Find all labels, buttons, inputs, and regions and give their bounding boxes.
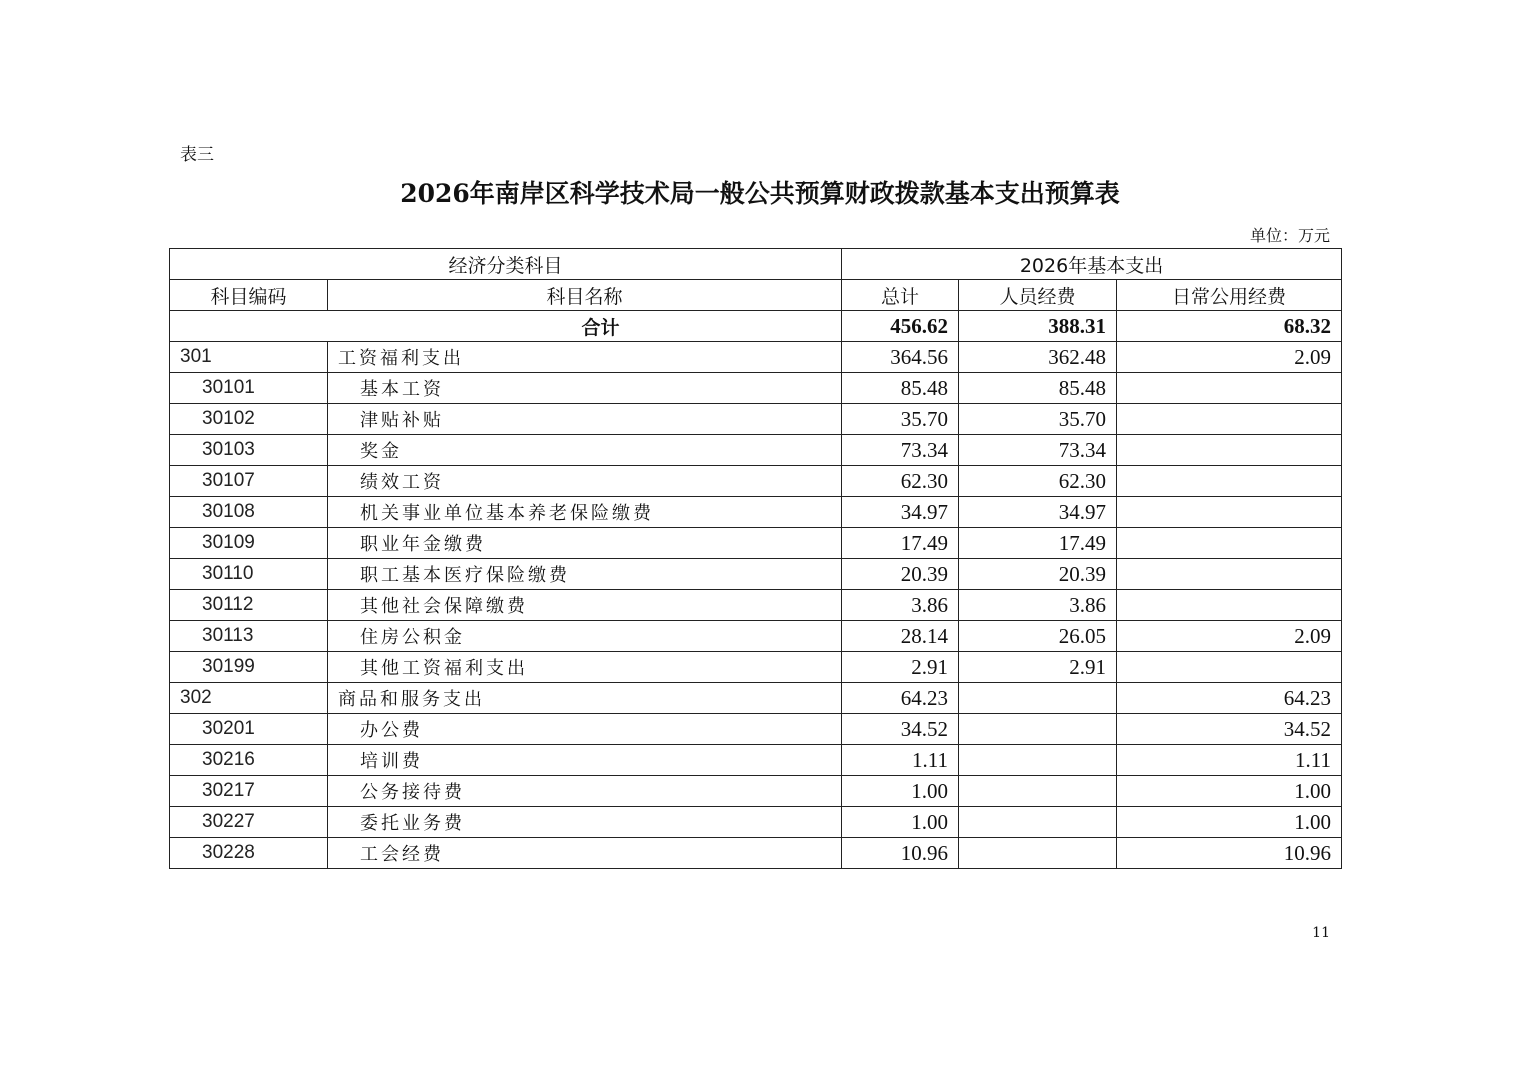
row-personnel (959, 683, 1117, 714)
row-public (1117, 497, 1342, 528)
header-public: 日常公用经费 (1117, 280, 1342, 311)
row-code: 30110 (170, 559, 328, 590)
total-value: 456.62 (842, 311, 959, 342)
row-total: 35.70 (842, 404, 959, 435)
row-personnel: 85.48 (959, 373, 1117, 404)
row-public (1117, 652, 1342, 683)
row-public: 1.11 (1117, 745, 1342, 776)
row-total: 85.48 (842, 373, 959, 404)
row-code: 30102 (170, 404, 328, 435)
document-title: 2026年南岸区科学技术局一般公共预算财政拨款基本支出预算表 (400, 179, 1120, 208)
row-code: 30216 (170, 745, 328, 776)
table-label: 表三 (180, 145, 214, 165)
row-code: 30199 (170, 652, 328, 683)
row-public: 1.00 (1117, 776, 1342, 807)
row-name: 培训费 (328, 745, 842, 776)
row-public (1117, 466, 1342, 497)
row-personnel (959, 714, 1117, 745)
row-name: 机关事业单位基本养老保险缴费 (328, 497, 842, 528)
row-name: 职工基本医疗保险缴费 (328, 559, 842, 590)
row-name: 职业年金缴费 (328, 528, 842, 559)
row-code: 30228 (170, 838, 328, 869)
table-row (170, 621, 1342, 652)
row-name: 住房公积金 (328, 621, 842, 652)
row-total: 28.14 (842, 621, 959, 652)
header-economic-category: 经济分类科目 (170, 249, 842, 280)
row-public: 2.09 (1117, 621, 1342, 652)
row-public (1117, 404, 1342, 435)
row-personnel: 62.30 (959, 466, 1117, 497)
row-total: 17.49 (842, 528, 959, 559)
header-name: 科目名称 (328, 280, 842, 311)
header-total: 总计 (842, 280, 959, 311)
row-public: 10.96 (1117, 838, 1342, 869)
row-name: 奖金 (328, 435, 842, 466)
row-personnel: 34.97 (959, 497, 1117, 528)
row-name: 其他社会保障缴费 (328, 590, 842, 621)
table-row (170, 497, 1342, 528)
row-personnel (959, 838, 1117, 869)
table-row (170, 559, 1342, 590)
row-name: 办公费 (328, 714, 842, 745)
table-row (170, 776, 1342, 807)
total-label: 合计 (170, 311, 842, 342)
row-total: 62.30 (842, 466, 959, 497)
row-name: 津贴补贴 (328, 404, 842, 435)
row-name: 委托业务费 (328, 807, 842, 838)
row-code: 30103 (170, 435, 328, 466)
row-public: 64.23 (1117, 683, 1342, 714)
row-total: 1.11 (842, 745, 959, 776)
row-public: 34.52 (1117, 714, 1342, 745)
row-personnel (959, 776, 1117, 807)
row-total: 3.86 (842, 590, 959, 621)
header-column-row (170, 280, 1342, 311)
row-personnel: 362.48 (959, 342, 1117, 373)
total-public-value: 68.32 (1117, 311, 1342, 342)
row-public (1117, 590, 1342, 621)
row-name: 其他工资福利支出 (328, 652, 842, 683)
row-personnel: 2.91 (959, 652, 1117, 683)
table-row (170, 404, 1342, 435)
table-row (170, 466, 1342, 497)
row-personnel: 73.34 (959, 435, 1117, 466)
row-name: 工会经费 (328, 838, 842, 869)
table-row (170, 652, 1342, 683)
header-code: 科目编码 (170, 280, 328, 311)
row-code: 30101 (170, 373, 328, 404)
header-group-row (170, 249, 1342, 280)
row-code: 30109 (170, 528, 328, 559)
row-public (1117, 559, 1342, 590)
row-code: 302 (170, 683, 328, 714)
total-row (170, 311, 1342, 342)
table-row (170, 683, 1342, 714)
total-personnel-value: 388.31 (959, 311, 1117, 342)
table-row (170, 528, 1342, 559)
row-code: 30112 (170, 590, 328, 621)
row-personnel: 17.49 (959, 528, 1117, 559)
row-public (1117, 373, 1342, 404)
row-code: 30201 (170, 714, 328, 745)
row-total: 73.34 (842, 435, 959, 466)
row-code: 30107 (170, 466, 328, 497)
row-personnel: 35.70 (959, 404, 1117, 435)
row-public: 2.09 (1117, 342, 1342, 373)
row-total: 364.56 (842, 342, 959, 373)
table-row (170, 435, 1342, 466)
table-row (170, 373, 1342, 404)
row-total: 10.96 (842, 838, 959, 869)
table-row (170, 714, 1342, 745)
row-total: 64.23 (842, 683, 959, 714)
row-name: 绩效工资 (328, 466, 842, 497)
row-public (1117, 528, 1342, 559)
row-personnel (959, 807, 1117, 838)
table-row (170, 590, 1342, 621)
row-personnel (959, 745, 1117, 776)
row-total: 20.39 (842, 559, 959, 590)
row-personnel: 3.86 (959, 590, 1117, 621)
table-row (170, 342, 1342, 373)
row-code: 301 (170, 342, 328, 373)
row-total: 34.52 (842, 714, 959, 745)
row-name: 公务接待费 (328, 776, 842, 807)
row-code: 30227 (170, 807, 328, 838)
row-name: 商品和服务支出 (328, 683, 842, 714)
row-name: 工资福利支出 (328, 342, 842, 373)
row-personnel: 20.39 (959, 559, 1117, 590)
unit-label: 单位：万元 (1249, 226, 1330, 245)
row-code: 30108 (170, 497, 328, 528)
header-personnel: 人员经费 (959, 280, 1117, 311)
budget-table (169, 248, 1342, 869)
row-total: 34.97 (842, 497, 959, 528)
row-total: 1.00 (842, 807, 959, 838)
page-number: 11 (1312, 925, 1330, 941)
row-code: 30217 (170, 776, 328, 807)
row-code: 30113 (170, 621, 328, 652)
table-row (170, 838, 1342, 869)
row-personnel: 26.05 (959, 621, 1117, 652)
row-name: 基本工资 (328, 373, 842, 404)
header-basic-expenditure: 2026年基本支出 (842, 249, 1342, 280)
row-total: 1.00 (842, 776, 959, 807)
table-row (170, 745, 1342, 776)
row-public (1117, 435, 1342, 466)
row-total: 2.91 (842, 652, 959, 683)
table-row (170, 807, 1342, 838)
row-public: 1.00 (1117, 807, 1342, 838)
